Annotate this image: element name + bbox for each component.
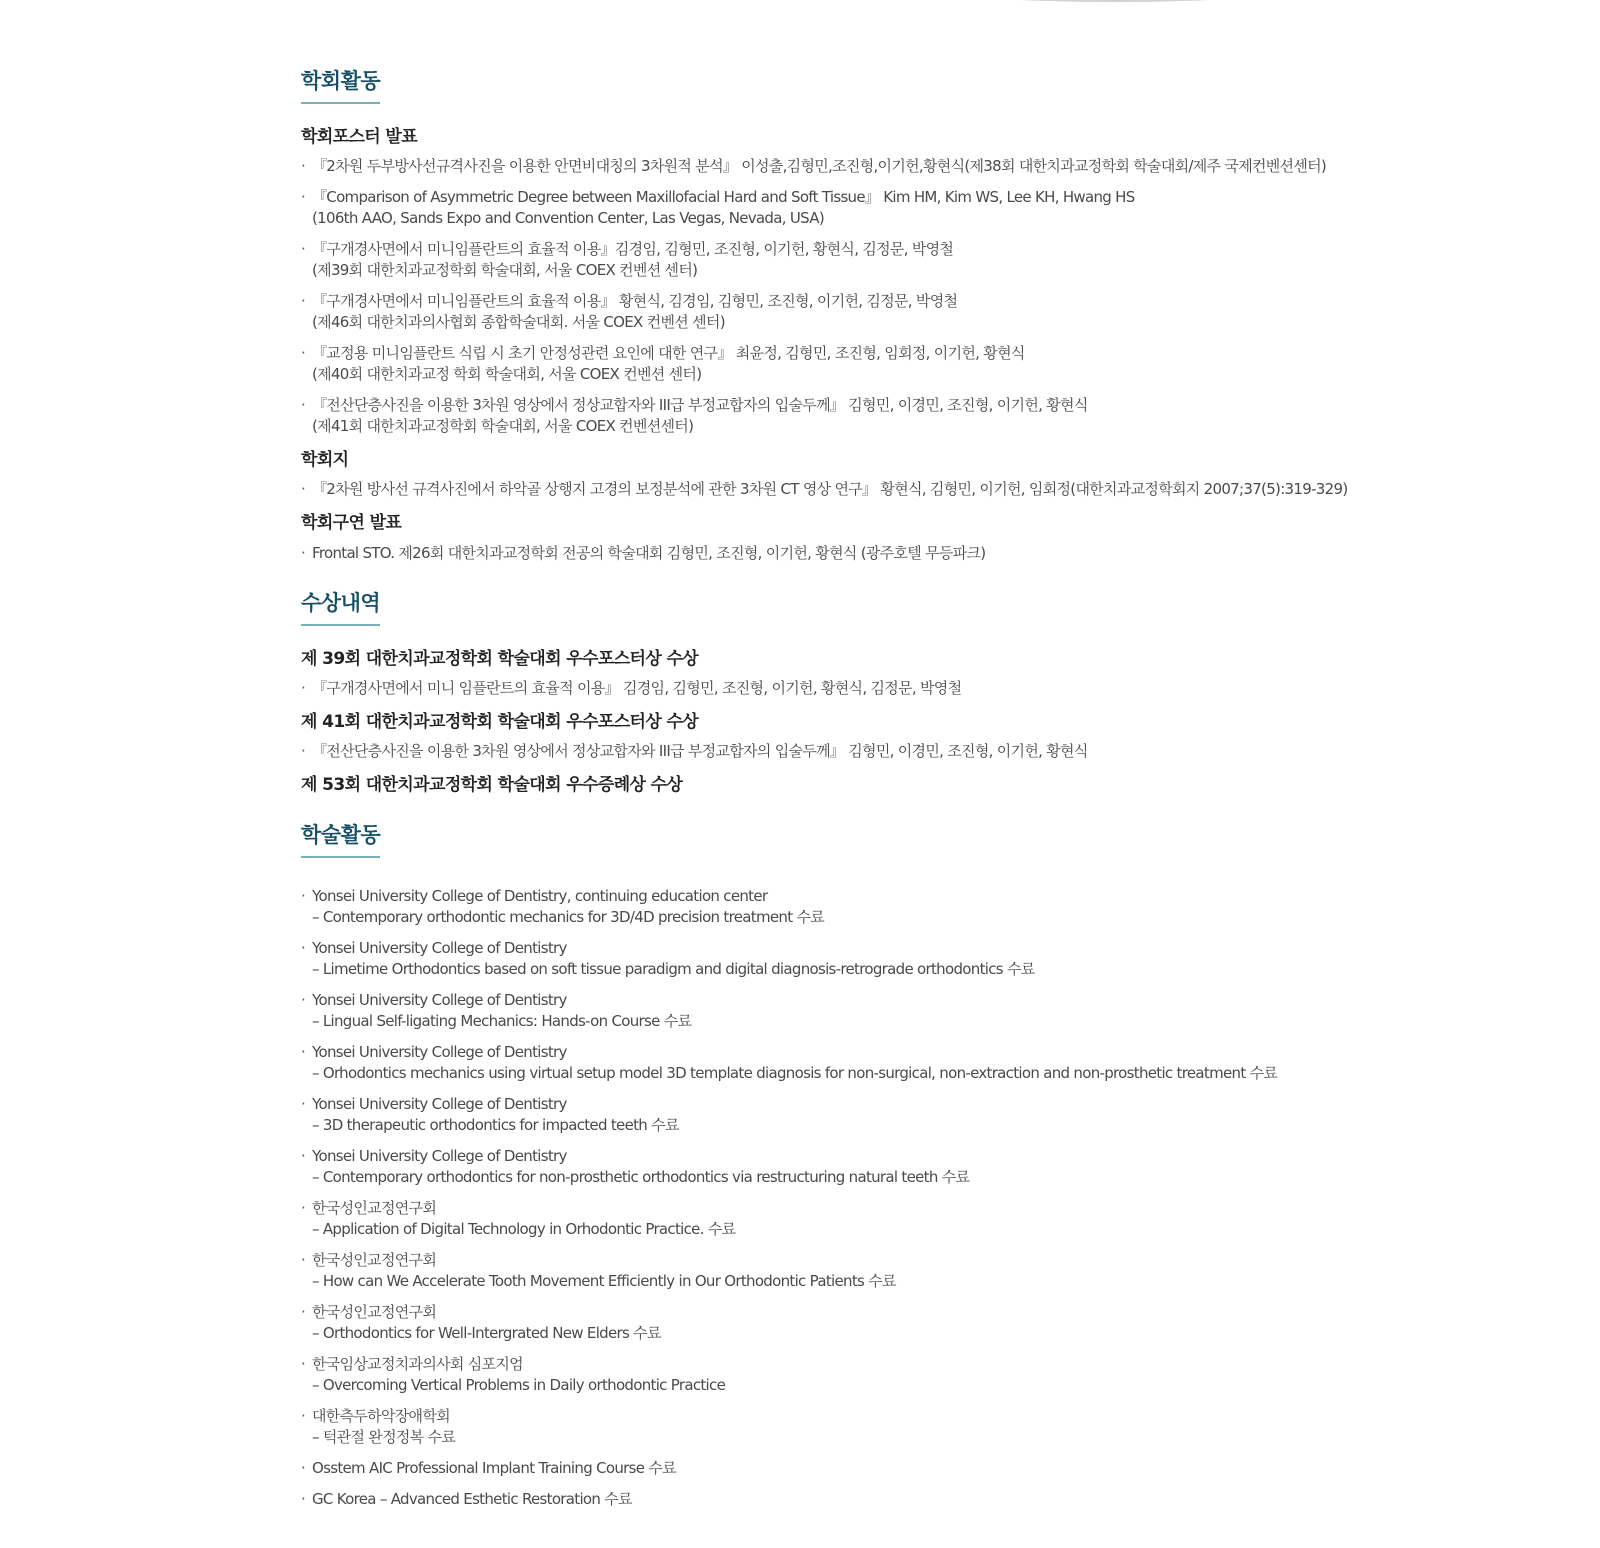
item-subline: (106th AAO, Sands Expo and Convention Center, Las Vegas, Nevada, USA) <box>312 209 824 228</box>
list-item <box>301 291 1591 333</box>
award-heading: 제 41회 대한치과교정학회 학술대회 우수포스터상 수상 <box>301 711 699 732</box>
item-line: · Yonsei University College of Dentistry <box>312 1147 567 1166</box>
list-item <box>301 479 1591 500</box>
item-line: · Frontal STO. 제26회 대한치과교정학회 전공의 학술대회 김형민, 조진형, 이기헌, 황현식 (광주호텔 무등파크) <box>312 543 986 562</box>
activities-section <box>301 822 1591 1510</box>
item-subline: – Contemporary orthodontic mechanics for 3D/4D precision treatment 수료 <box>312 908 825 927</box>
list-item <box>301 678 1591 699</box>
item-line: · 『Comparison of Asymmetric Degree between Maxillofacial Hard and Soft Tissue』 Kim HM, Kim WS, Lee KH, Hwang HS <box>312 188 1135 207</box>
list-item <box>301 395 1591 437</box>
item-line: · 한국성인교정연구회 <box>312 1303 437 1322</box>
item-line: · Yonsei University College of Dentistry <box>312 991 567 1010</box>
list-item <box>301 1042 1591 1084</box>
award-heading: 제 39회 대한치과교정학회 학술대회 우수포스터상 수상 <box>301 648 699 669</box>
item-line: · Osstem AIC Professional Implant Training Course 수료 <box>312 1459 676 1478</box>
award-heading: 제 53회 대한치과교정학회 학술대회 우수증례상 수상 <box>301 774 683 795</box>
item-subline: (제40회 대한치과교정 학회 학술대회, 서울 COEX 컨벤션 센터) <box>312 365 702 384</box>
item-line: · GC Korea – Advanced Esthetic Restoration 수료 <box>312 1490 632 1509</box>
item-line: · 한국임상교정치과의사회 심포지엄 <box>312 1355 523 1374</box>
list-item <box>301 1146 1591 1188</box>
item-subline: – 턱관절 완정정복 수료 <box>312 1428 456 1447</box>
profile-content <box>301 54 1591 1536</box>
list-item <box>301 1354 1591 1396</box>
list-item <box>301 1094 1591 1136</box>
item-line: · 한국성인교정연구회 <box>312 1251 437 1270</box>
item-line: · Yonsei University College of Dentistry <box>312 939 567 958</box>
academic-section <box>301 68 1591 564</box>
item-subline: – Overcoming Vertical Problems in Daily orthodontic Practice <box>312 1376 726 1395</box>
list-item <box>301 886 1591 928</box>
list-item <box>301 938 1591 980</box>
list-item <box>301 239 1591 281</box>
list-item <box>301 1302 1591 1344</box>
list-item <box>301 1458 1591 1479</box>
item-line: · 대한측두하악장애학회 <box>312 1407 450 1426</box>
poster-subtitle: 학회포스터 발표 <box>301 127 418 148</box>
list-item <box>301 1406 1591 1448</box>
item-subline: (제39회 대한치과교정학회 학술대회, 서울 COEX 컨벤션 센터) <box>312 261 698 280</box>
item-subline: – Contemporary orthodontics for non-prosthetic orthodontics via restructuring natural teeth 수료 <box>312 1168 970 1187</box>
award-detail-list <box>301 678 1591 699</box>
activities-section-title: 학술활동 <box>301 822 380 858</box>
item-line: · 『교정용 미니임플란트 식립 시 초기 안정성관련 요인에 대한 연구』 최윤정, 김형민, 조진형, 임회정, 이기헌, 황현식 <box>312 344 1025 363</box>
item-line: · 『전산단층사진을 이용한 3차원 영상에서 정상교합자와 III급 부정교합자의 입술두께』 김형민, 이경민, 조진형, 이기헌, 황현식 <box>312 741 1088 760</box>
journal-list <box>301 479 1591 500</box>
item-subline: – 3D therapeutic orthodontics for impacted teeth 수료 <box>312 1116 679 1135</box>
list-item <box>301 156 1591 177</box>
list-item <box>301 990 1591 1032</box>
activities-list <box>301 886 1591 1510</box>
list-item <box>301 187 1591 229</box>
item-line: · 『전산단층사진을 이용한 3차원 영상에서 정상교합자와 III급 부정교합자의 입술두께』 김형민, 이경민, 조진형, 이기헌, 황현식 <box>312 396 1088 415</box>
oral-list <box>301 543 1591 564</box>
item-subline: (제41회 대한치과교정학회 학술대회, 서울 COEX 컨벤션센터) <box>312 417 694 436</box>
awards-section-title: 수상내역 <box>301 590 380 626</box>
item-subline: – Limetime Orthodontics based on soft tissue paradigm and digital diagnosis-retrograde orthodontics 수료 <box>312 960 1035 979</box>
item-line: · 한국성인교정연구회 <box>312 1199 437 1218</box>
item-line: · 『2차원 두부방사선규격사진을 이용한 안면비대칭의 3차원적 분석』 이성출,김형민,조진형,이기헌,황현식(제38회 대한치과교정학회 학술대회/제주 국제컨벤션센터) <box>312 157 1327 176</box>
list-item <box>301 1198 1591 1240</box>
list-item <box>301 741 1591 762</box>
academic-section-title: 학회활동 <box>301 68 380 104</box>
list-item <box>301 543 1591 564</box>
list-item <box>301 343 1591 385</box>
item-line: · 『구개경사면에서 미니 임플란트의 효율적 이용』 김경임, 김형민, 조진형, 이기헌, 황현식, 김정문, 박영철 <box>312 678 962 697</box>
item-line: · Yonsei University College of Dentistry, continuing education center <box>312 887 768 906</box>
journal-subtitle: 학회지 <box>301 450 349 471</box>
item-subline: – How can We Accelerate Tooth Movement Efficiently in Our Orthodontic Patients 수료 <box>312 1272 896 1291</box>
item-subline: (제46회 대한치과의사협회 종합학술대회. 서울 COEX 컨벤션 센터) <box>312 313 725 332</box>
item-line: · 『구개경사면에서 미니임플란트의 효율적 이용』김경임, 김형민, 조진형, 이기헌, 황현식, 김정문, 박영철 <box>312 240 954 259</box>
item-line: · 『2차원 방사선 규격사진에서 하악골 상행지 고경의 보정분석에 관한 3차원 CT 영상 연구』 황현식, 김형민, 이기헌, 임회정(대한치과교정학회지 2007;37(5):319-329) <box>312 480 1348 499</box>
item-subline: – Application of Digital Technology in Orhodontic Practice. 수료 <box>312 1220 736 1239</box>
item-line: · Yonsei University College of Dentistry <box>312 1043 567 1062</box>
award-detail-list <box>301 741 1591 762</box>
awards-section <box>301 590 1591 797</box>
oral-subtitle: 학회구연 발표 <box>301 513 402 534</box>
poster-list <box>301 156 1591 437</box>
item-subline: – Orthodontics for Well-Intergrated New Elders 수료 <box>312 1324 661 1343</box>
item-line: · 『구개경사면에서 미니임플란트의 효율적 이용』 황현식, 김경임, 김형민, 조진형, 이기헌, 김정문, 박영철 <box>312 292 958 311</box>
header-decoration <box>920 0 1310 2</box>
item-subline: – Lingual Self-ligating Mechanics: Hands-on Course 수료 <box>312 1012 692 1031</box>
list-item <box>301 1250 1591 1292</box>
item-subline: – Orhodontics mechanics using virtual setup model 3D template diagnosis for non-surgical, non-extraction and non-prosthetic treatment 수료 <box>312 1064 1278 1083</box>
item-line: · Yonsei University College of Dentistry <box>312 1095 567 1114</box>
list-item <box>301 1489 1591 1510</box>
